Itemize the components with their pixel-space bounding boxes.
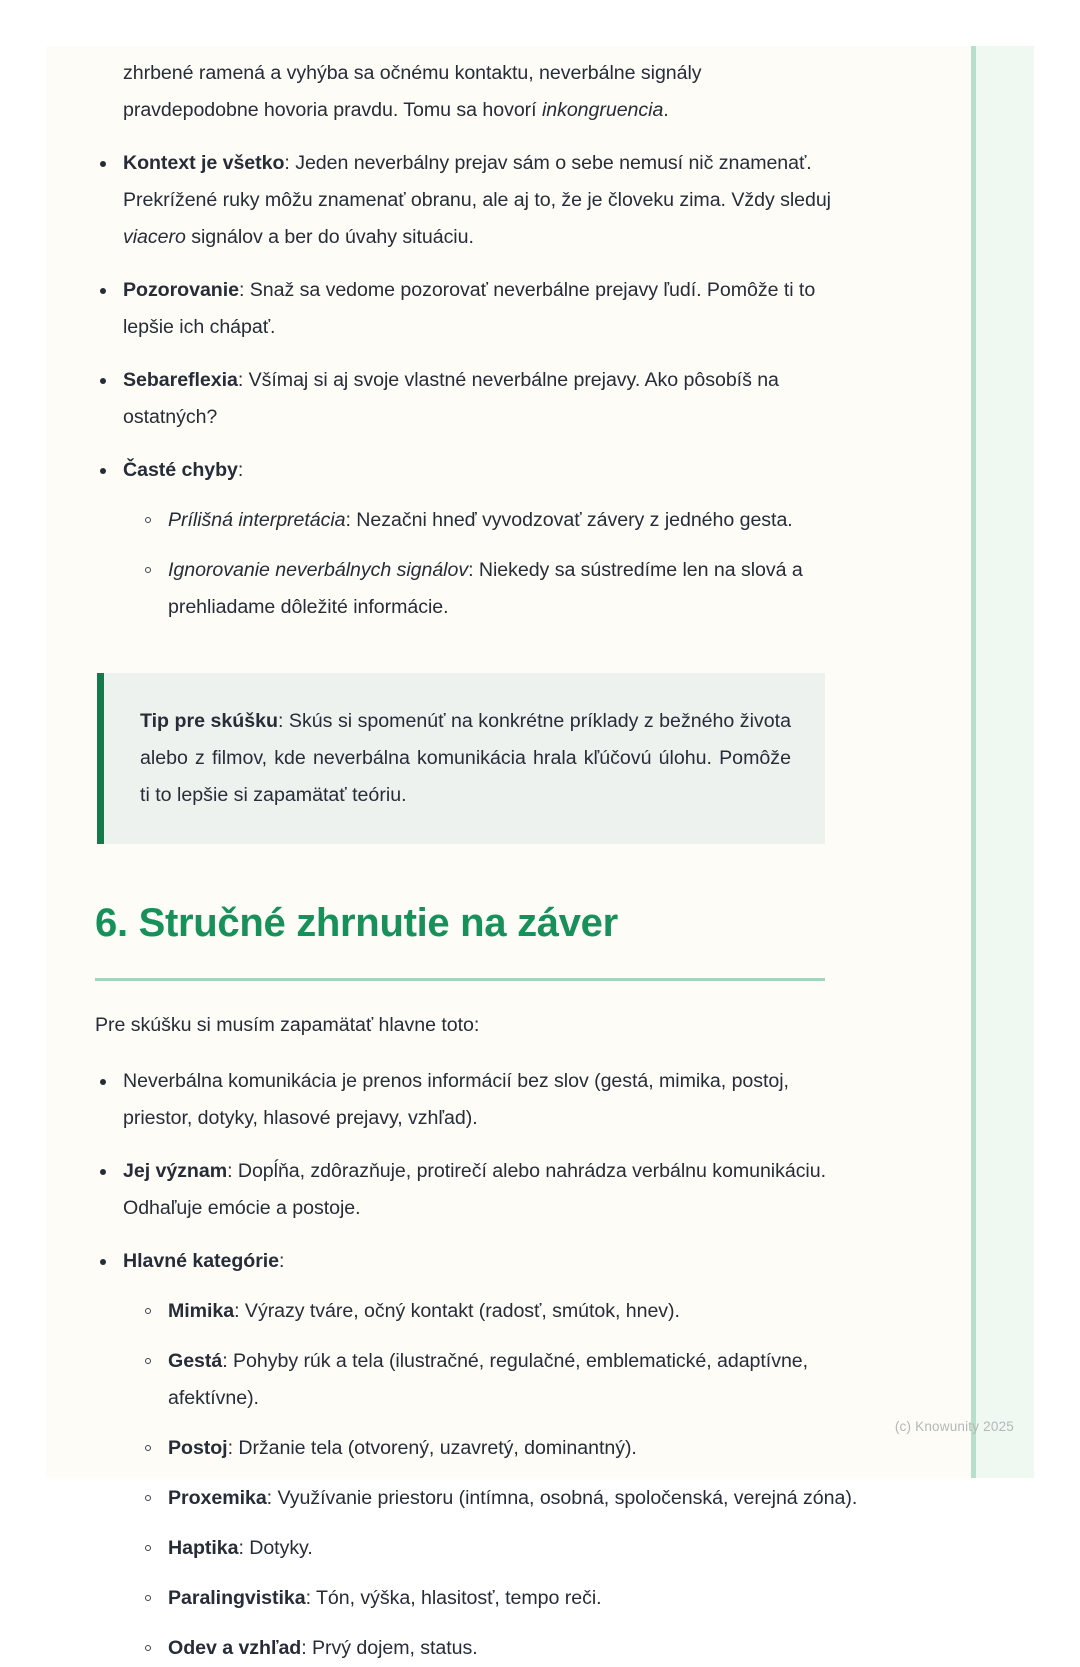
nested-item-term: Gestá	[168, 1350, 223, 1373]
list-item	[89, 1243, 863, 1667]
continuation-text-part1: zhrbené ramená a vyhýba sa očnému kontaktu, neverbálne signály pravdepodobne hovoria pravdu. Tomu sa hovorí	[123, 62, 702, 121]
list-item-emphasis: viacero	[123, 226, 186, 248]
nested-list-item	[137, 1343, 868, 1417]
nested-list-item	[137, 1630, 868, 1667]
continuation-text-part2: .	[663, 99, 669, 121]
nested-item-text: : Využívanie priestoru (intímna, osobná, spoločenská, verejná zóna).	[266, 1487, 858, 1510]
tip-text: : Skús si spomenúť na konkrétne príklady z bežného života alebo z filmov, kde neverbálna komunikácia hrala kľúčovú úlohu. Pomôže ti to lepšie si zapamätať teóriu.	[140, 710, 791, 806]
list-item	[89, 145, 863, 256]
list-item-term: Pozorovanie	[123, 279, 239, 301]
summary-list	[89, 1063, 879, 1667]
list-item-term: Jej význam	[123, 1160, 228, 1183]
page-title: 6. Stručné zhrnutie na záver	[95, 901, 618, 945]
nested-item-text: : Tón, výška, hlasitosť, tempo reči.	[305, 1587, 602, 1610]
nested-list-item	[137, 1530, 868, 1567]
list-item-text-after: signálov a ber do úvahy situáciu.	[185, 226, 474, 248]
nested-item-term: Proxemika	[168, 1487, 267, 1510]
nested-item-text: : Dotyky.	[238, 1537, 313, 1560]
list-item-text: Neverbálna komunikácia je prenos informácií bez slov (gestá, mimika, postoj, priestor, dotyky, hlasové prejavy, vzhľad).	[123, 1070, 789, 1130]
tip-label: Tip pre skúšku	[140, 710, 278, 732]
list-item	[89, 452, 863, 626]
list-item-text: :	[279, 1250, 285, 1273]
list-item	[89, 362, 863, 436]
nested-item-text: : Nezačni hneď vyvodzovať závery z jedného gesta.	[345, 509, 793, 531]
nested-item-text: : Výrazy tváre, očný kontakt (radosť, smútok, hnev).	[234, 1300, 680, 1323]
list-item-term: Kontext je všetko	[123, 152, 285, 174]
heading-underline-rule	[95, 978, 825, 981]
nested-list	[137, 502, 863, 626]
list-item-text: : Dopĺňa, zdôrazňuje, protirečí alebo nahrádza verbálnu komunikáciu. Odhaľuje emócie a postoje.	[123, 1160, 826, 1220]
document-page	[46, 46, 1034, 1660]
list-item	[89, 272, 863, 346]
list-item	[89, 1063, 863, 1137]
right-side-panel	[976, 46, 1034, 1478]
nested-list-item	[137, 1293, 868, 1330]
nested-item-text: : Niekedy sa sústredíme len na slová a prehliadame dôležité informácie.	[168, 559, 803, 618]
nested-item-term: Paralingvistika	[168, 1587, 306, 1610]
copyright-watermark: (c) Knowunity 2025	[894, 1419, 1014, 1434]
nested-item-text: : Držanie tela (otvorený, uzavretý, dominantný).	[227, 1437, 637, 1460]
nested-item-term: Haptika	[168, 1537, 239, 1560]
nested-list-item	[137, 552, 868, 626]
list-item-text: :	[237, 459, 244, 481]
continuation-paragraph	[89, 46, 823, 129]
nested-list-item	[137, 1580, 868, 1617]
nested-item-term: Odev a vzhľad	[168, 1637, 302, 1660]
list-item-text-before: : Jeden neverbálny prejav sám o sebe nemusí nič znamenať. Prekrížené ruky môžu znamenať obranu, ale aj to, že je človeku zima. Vždy sleduj	[123, 152, 831, 211]
right-panel-divider	[971, 46, 976, 1478]
list-item-text: : Snaž sa vedome pozorovať neverbálne prejavy ľudí. Pomôže ti to lepšie ich chápať.	[123, 279, 816, 338]
tip-paragraph	[140, 703, 791, 814]
section-intro-text: Pre skúšku si musím zapamätať hlavne toto:	[95, 1013, 480, 1036]
nested-list	[137, 1293, 863, 1667]
nested-item-emphasis: Prílišná interpretácia	[168, 509, 346, 531]
list-item-term: Sebareflexia	[123, 369, 238, 391]
list-item-text: : Všímaj si aj svoje vlastné neverbálne prejavy. Ako pôsobíš na ostatných?	[123, 369, 779, 428]
list-item	[89, 1153, 863, 1227]
nested-list-item	[137, 502, 868, 539]
nested-item-emphasis: Ignorovanie neverbálnych signálov	[168, 559, 469, 581]
nested-item-term: Postoj	[168, 1437, 228, 1460]
nested-list-item	[137, 1430, 868, 1467]
continuation-emphasis: inkongruencia	[541, 99, 664, 121]
tips-list	[89, 145, 879, 626]
nested-list-item	[137, 1480, 868, 1517]
nested-item-text: : Prvý dojem, status.	[301, 1637, 478, 1660]
list-item-term: Časté chyby	[123, 459, 238, 481]
exam-tip-callout	[97, 673, 825, 844]
nested-item-text: : Pohyby rúk a tela (ilustračné, regulačné, emblematické, adaptívne, afektívne).	[168, 1350, 809, 1410]
nested-item-term: Mimika	[168, 1300, 235, 1323]
list-item-term: Hlavné kategórie	[123, 1250, 280, 1273]
document-content	[89, 46, 879, 1667]
